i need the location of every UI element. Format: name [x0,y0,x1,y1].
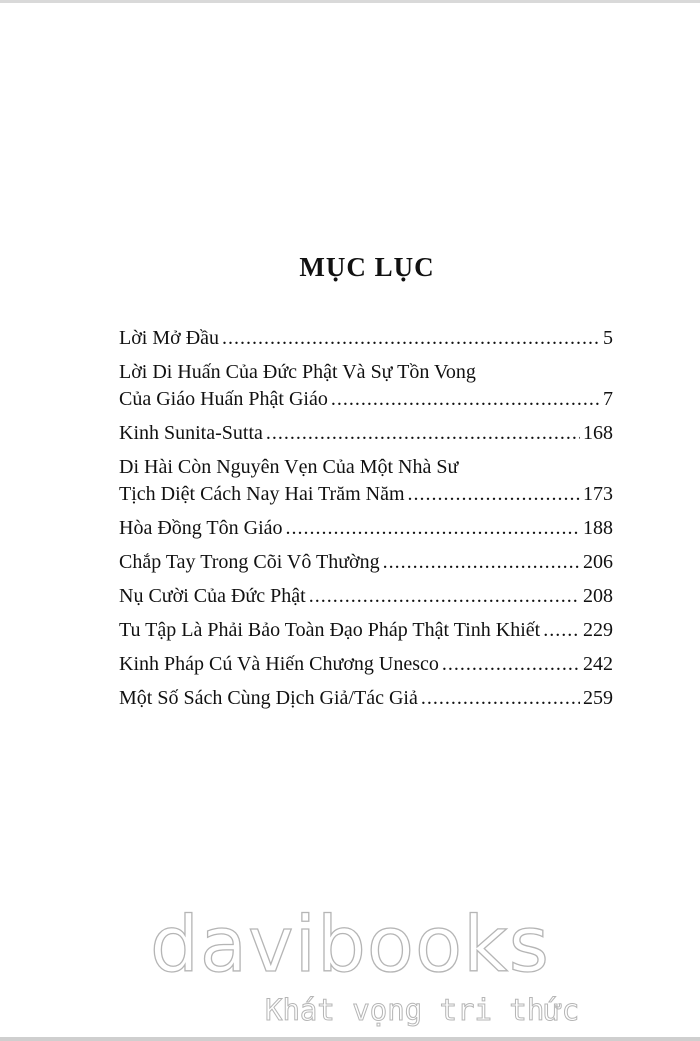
toc-page-number: 173 [583,483,613,505]
toc-page-number: 242 [583,653,613,675]
dot-leader [331,386,600,413]
toc-entry-title: Kinh Sunita-Sutta [119,422,263,444]
toc-entry-line [119,359,613,386]
toc-page-number: 188 [583,517,613,539]
toc-entry-line [119,454,613,481]
dot-leader [383,549,580,576]
toc-entry[interactable] [119,325,613,352]
watermark-logo [150,901,580,1036]
dot-leader [543,617,580,644]
toc-entry-line [119,617,613,644]
toc-entry[interactable] [119,617,613,644]
dot-leader [442,651,580,678]
dot-leader [222,325,600,352]
dot-leader [421,685,580,712]
toc-entry-title: Hòa Đồng Tôn Giáo [119,517,283,539]
toc-entry-line [119,685,613,712]
page-title: MỤC LỤC [299,252,435,282]
toc-entry-title: Nụ Cười Của Đức Phật [119,585,306,607]
toc-entry[interactable] [119,651,613,678]
page-bottom-edge [0,1037,700,1041]
toc-entry-title: Tu Tập Là Phải Bảo Toàn Đạo Pháp Thật Tinh Khiết [119,619,541,641]
toc-entry-title: Lời Di Huấn Của Đức Phật Và Sự Tồn Vong [119,361,476,383]
toc-entry[interactable] [119,454,613,508]
toc-entry-line [119,549,613,576]
toc-entry[interactable] [119,515,613,542]
toc-entry-title: Kinh Pháp Cú Và Hiến Chương Unesco [119,653,439,675]
toc-entry-title: Lời Mở Đầu [119,327,220,349]
dot-leader [408,481,581,508]
dot-leader [266,420,580,447]
toc-entry-line [119,583,613,610]
toc-entry-line [119,420,613,447]
watermark-slogan: Khát vọng tri thức [265,993,580,1027]
toc-entry[interactable] [119,549,613,576]
toc-entry-title: Tịch Diệt Cách Nay Hai Trăm Năm [119,483,405,505]
toc-entry-line [119,651,613,678]
toc-page-number: 5 [603,327,613,349]
toc-page-number: 229 [583,619,613,641]
toc-entry[interactable] [119,359,613,413]
toc-entry[interactable] [119,583,613,610]
toc-entry[interactable] [119,420,613,447]
dot-leader [286,515,581,542]
toc-entry-title: Chắp Tay Trong Cõi Vô Thường [119,551,380,573]
toc-page-number: 208 [583,585,613,607]
page-top-edge [0,0,700,3]
toc-entry-line [119,481,613,508]
toc-page-number: 206 [583,551,613,573]
toc-entry-title: Của Giáo Huấn Phật Giáo [119,388,328,410]
toc-entry[interactable] [119,685,613,712]
toc-page-number: 259 [583,687,613,709]
toc-entry-line [119,386,613,413]
toc-entry-line [119,515,613,542]
table-of-contents [119,325,613,719]
toc-entry-title: Di Hài Còn Nguyên Vẹn Của Một Nhà Sư [119,456,459,478]
dot-leader [309,583,580,610]
watermark-brand: davibooks [150,901,550,990]
toc-entry-title: Một Số Sách Cùng Dịch Giả/Tác Giả [119,687,418,709]
toc-entry-line [119,325,613,352]
toc-page-number: 168 [583,422,613,444]
toc-page-number: 7 [603,388,613,410]
